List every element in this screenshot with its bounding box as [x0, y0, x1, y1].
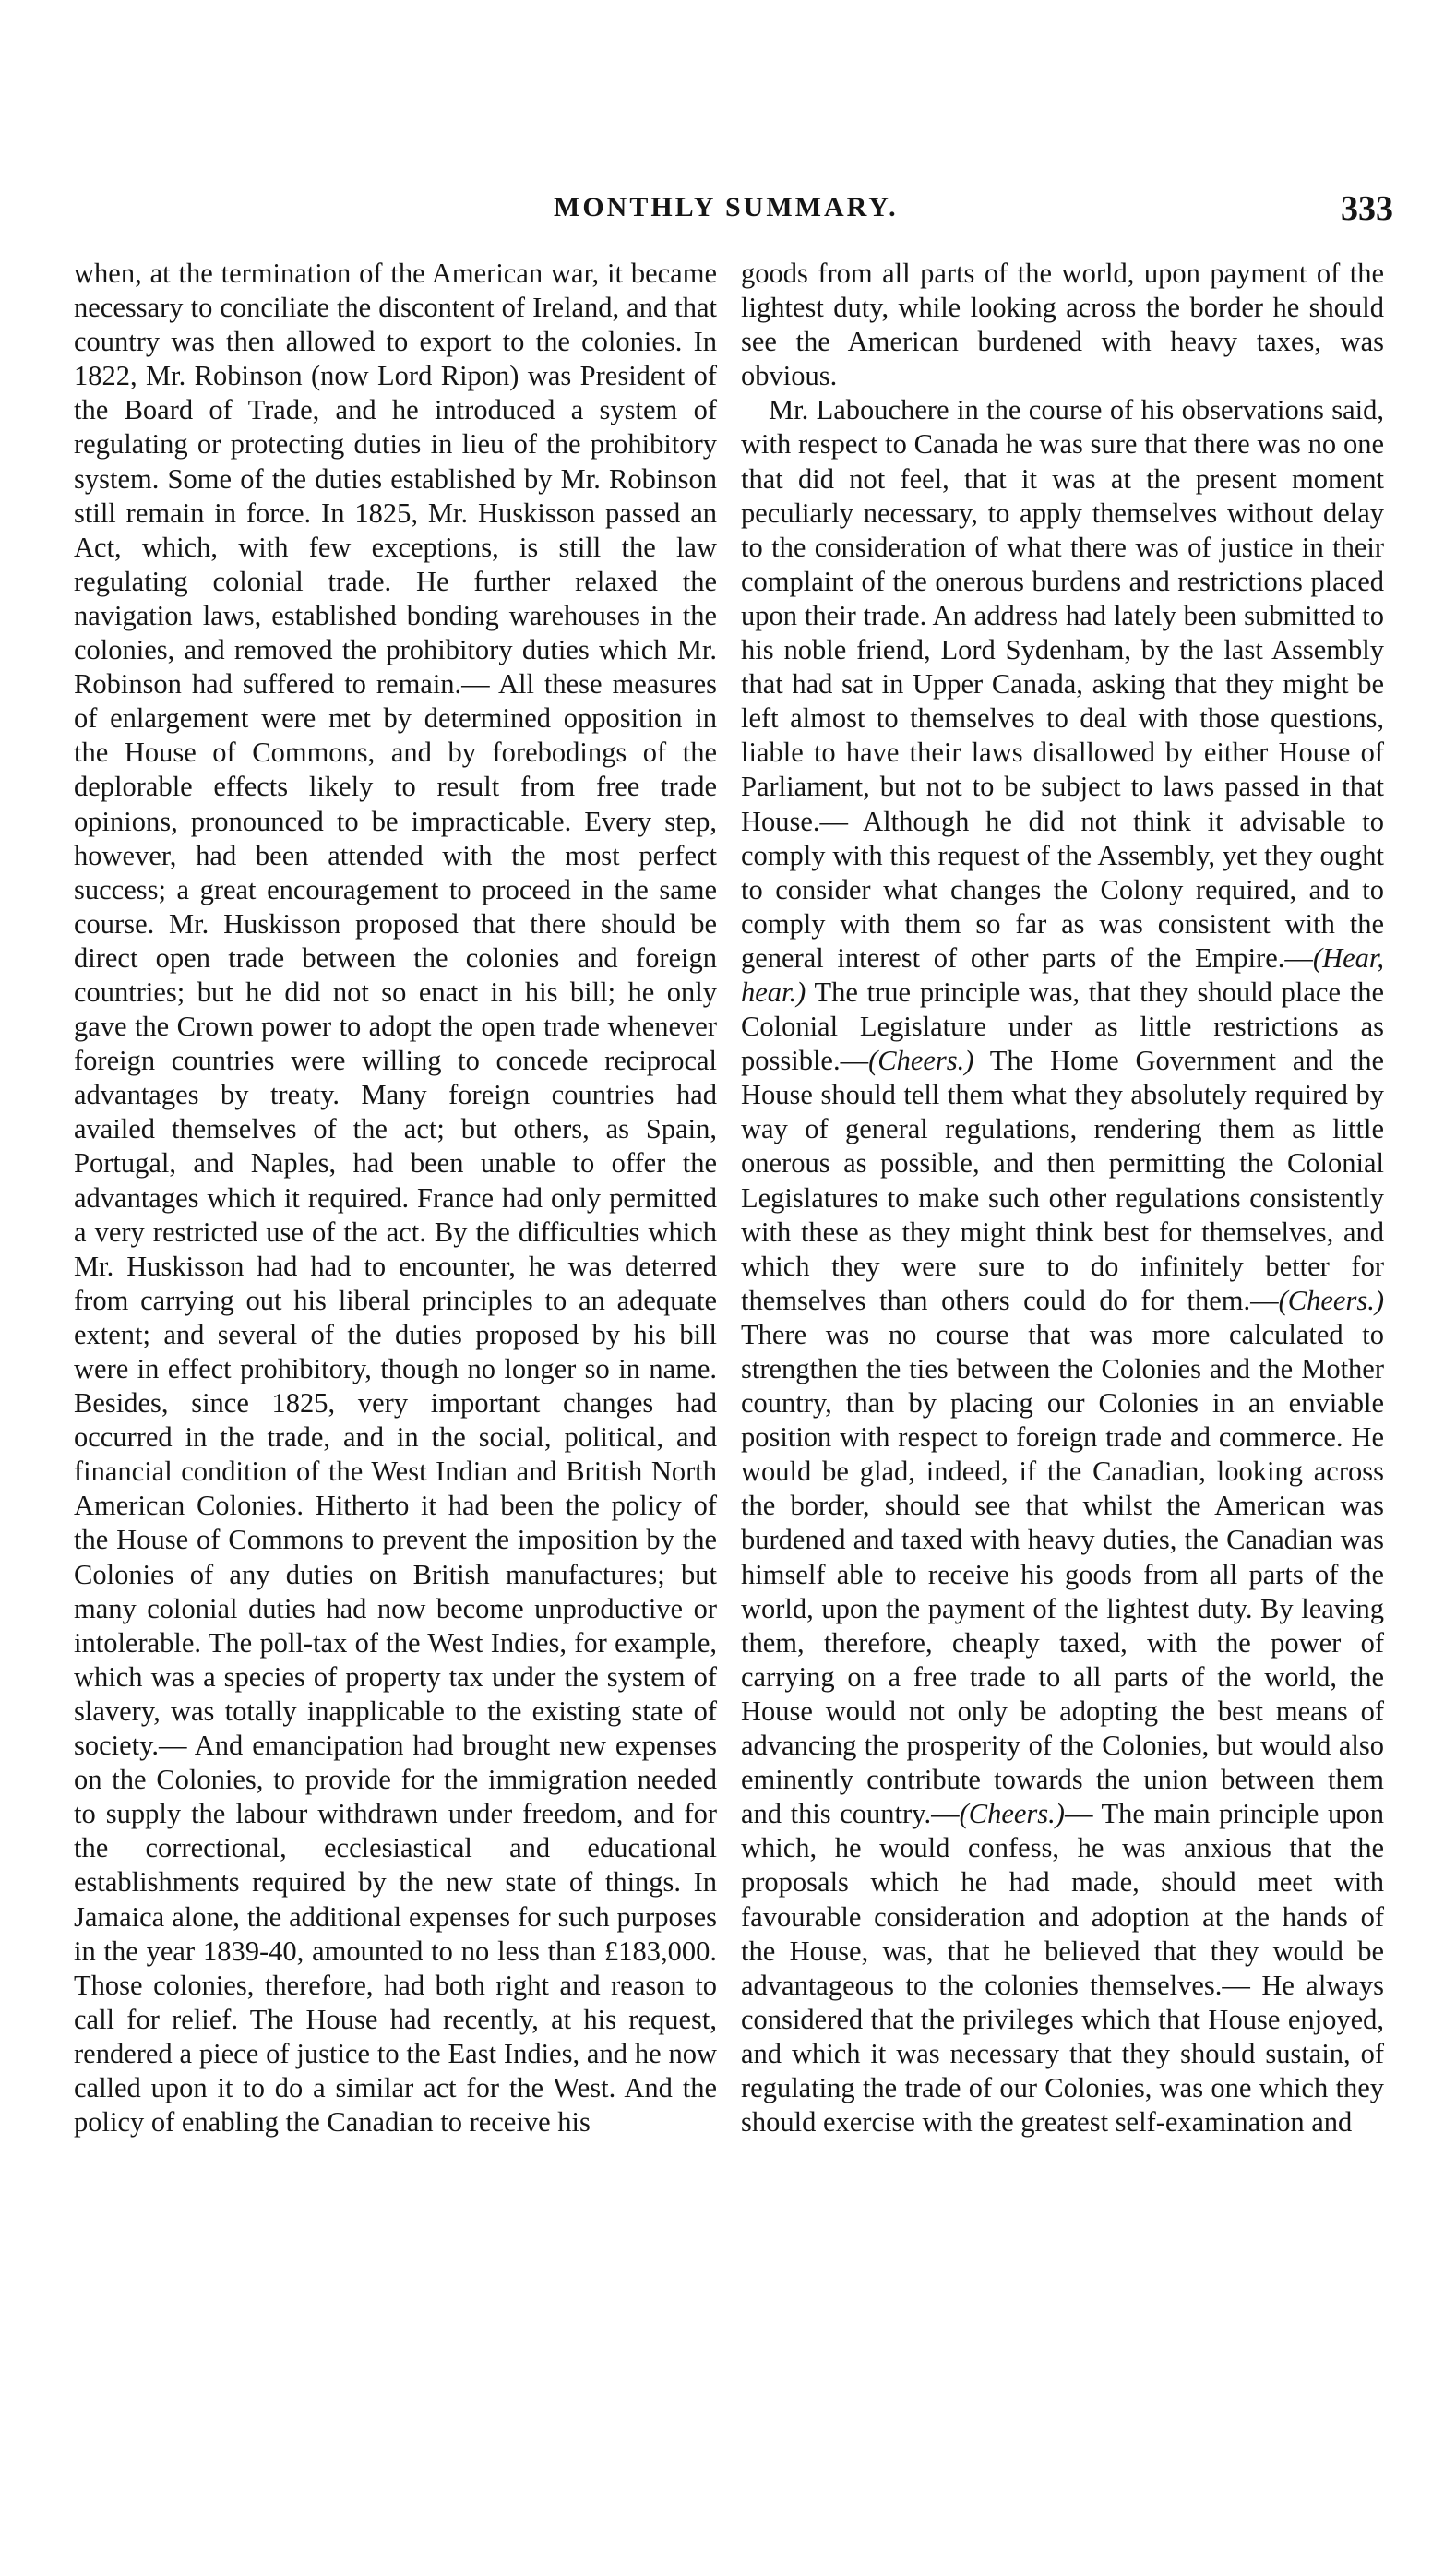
running-title: MONTHLY SUMMARY.	[554, 192, 899, 222]
speech-text-b: The true principle was, that they should place the Colonial Legislature under as little restrictions as possible.—	[741, 976, 1384, 1077]
left-column-text: when, at the termination of the American war, it became necessary to conciliate the discontent of Ireland, and that country was then allowed to export to the colonies. In 1822, Mr. Robinson (now Lord Ripon) was President of the Board of Trade, and he introduced a system of regulating or protecting duties in lieu of the prohibitory system. Some of the duties established by Mr. Robinson still remain in force. In 1825, Mr. Huskisson passed an Act, which, with few exceptions, is still the law regulating colonial trade. He further relaxed the navigation laws, established bonding warehouses in the colonies, and removed the prohibitory duties which Mr. Robinson had suffered to remain.— All these measures of enlargement were met by determined opposition in the House of Commons, and by forebodings of the deplorable effects likely to result from free trade opinions, pronounced to be impracticable. Every step, however, had been attended with the most perfect success; a great encouragement to proceed in the same course. Mr. Huskisson proposed that there should be direct open trade between the colonies and foreign countries; but he did not so enact in his bill; he only gave the Crown power to adopt the open trade whenever foreign countries were willing to concede reciprocal advantages by treaty. Many foreign countries had availed themselves of the act; but others, as Spain, Portugal, and Naples, had been unable to offer the advantages which it required. France had only permitted a very restricted use of the act. By the difficulties which Mr. Huskisson had had to encounter, he was deterred from carrying out his liberal principles to an adequate extent; and several of the duties proposed by his bill were in effect prohibitory, though no longer so in name. Besides, since 1825, very important changes had occurred in the trade, and in the social, political, and financial condition of the West Indian and British North American Colonies. Hitherto it had been the policy of the House of Commons to prevent the imposition by the Colonies of any duties on British manufactures; but many colonial duties had now become unproductive or intolerable. The poll-tax of the West Indies, for example, which was a species of property tax under the system of slavery, was totally inapplicable to the existing state of society.— And emancipation had brought new expenses on the Colonies, to provide for the immigration needed to supply the labour withdrawn under freedom, and for the correctional, ecclesiastical and educational establishments required by the new state of things. In Jamaica alone, the additional expenses for such purposes in the year 1839-40, amounted to no less than £183,000. Those colonies, therefore, had both right and reason to call for relief. The House had recently, at his request, rendered a piece of justice to the East Indies, and he now called upon it to do a similar act for the West. And the policy of enabling the Canadian to receive his	[74, 258, 717, 2139]
speech-text-d: There was no course that was more calculated to strengthen the ties between the Colonies and the Mother country, than by placing our Colonies in an enviable position with respect to foreign trade and commerce. He would be glad, indeed, if the Canadian, looking across the border, should see that whilst the American was burdened and taxed with heavy duties, the Canadian was himself able to receive his goods from all parts of the world, upon the payment of the lightest duty. By leaving them, therefore, cheaply taxed, with the power of carrying on a free trade to all parts of the world, the House would not only be adopting the best means of advancing the prosperity of the Colonies, but would also eminently contribute towards the union between them and this country.—	[741, 1318, 1384, 1830]
cheer-annotation: (Cheers.)	[1278, 1284, 1384, 1316]
speech-text-c: The Home Government and the House should tell them what they absolutely required by way of general regulations, rendering them as little onerous as possible, and then permitting the Colonial Legislatures to make such other regulations consistently with these as they might think best for themselves, and which they were sure to do infinitely better for themselves than others could do for them.—	[741, 1045, 1384, 1316]
cheer-annotation: (Cheers.)	[959, 1798, 1065, 1830]
cheer-annotation: (Hear, hear.)	[741, 941, 1384, 1008]
right-column	[741, 257, 1384, 2139]
page-header	[74, 189, 1393, 247]
right-paragraph-1: goods from all parts of the world, upon payment of the lightest duty, while looking across the border he should see the American burdened with heavy taxes, was obvious.	[741, 258, 1384, 392]
page-number: 333	[1341, 189, 1393, 228]
speech-text-a: Mr. Labouchere in the course of his observations said, with respect to Canada he was sure that there was no one that did not feel, that it was at the present moment peculiarly necessary, to apply themselves without delay to the consideration of what there was of justice in their complaint of the onerous burdens and restrictions placed upon their trade. An address had lately been submitted to his noble friend, Lord Sydenham, by the last Assembly that had sat in Upper Canada, asking that they might be left almost to themselves to deal with those questions, liable to have their laws disallowed by either House of Parliament, but not to be subject to laws passed in that House.— Although he did not think it advisable to comply with this request of the Assembly, yet they ought to consider what changes the Colony required, and to comply with them so far as was consistent with the general interest of other parts of the Empire.—	[741, 394, 1384, 974]
speech-text-e: — The main principle upon which, he would confess, he was anxious that the proposals which he had made, should meet with favourable consideration and adoption at the hands of the House, was, that he believed that they would be advantageous to the colonies themselves.— He always considered that the privileges which that House enjoyed, and which it was necessary that they should sustain, of regulating the trade of our Colonies, was one which they should exercise with the greatest self-examination and	[741, 1798, 1384, 2139]
right-paragraph-2	[741, 393, 1384, 2139]
left-column	[74, 257, 717, 2139]
cheer-annotation: (Cheers.)	[868, 1045, 974, 1077]
